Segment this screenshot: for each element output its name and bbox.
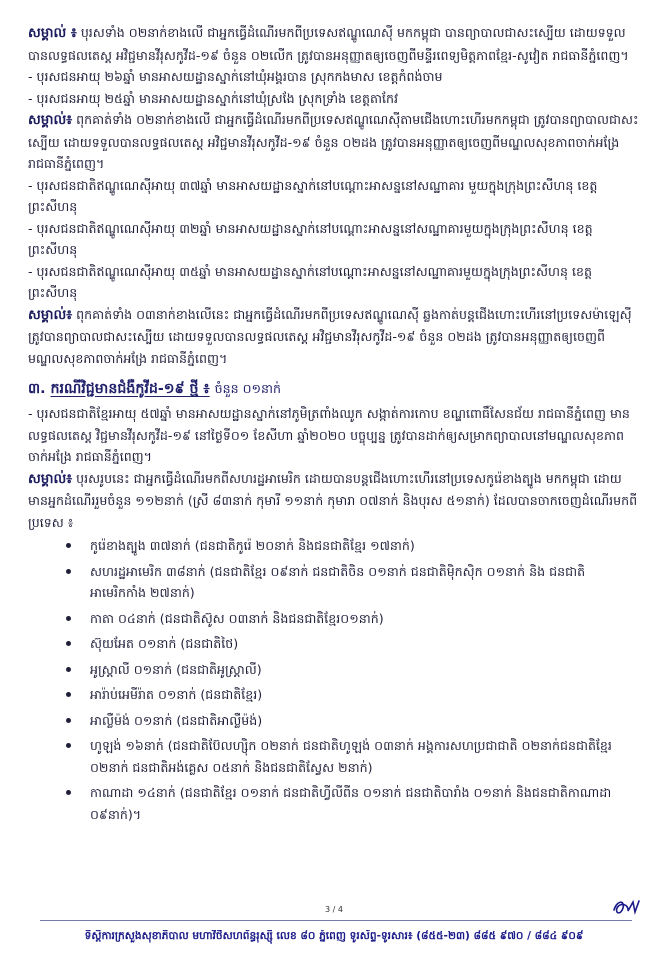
footer-divider — [40, 920, 632, 921]
case-description: - បុរសជនជាតិខ្មែរអាយុ ៥៧ឆ្នាំ មានអាសយដ្ឋានស្នាក់នៅភូមិត្រពាំងឈូក សង្កាត់ការកោប ខណ្ឌពោធិ៍សែនជ័យ រាជធានីភ្នំពេញ មានលទ្ធផលតេស្ត វិជ្ជមានវីរុសកូវីដ-១៩ នៅថ្ងៃទី០១ ខែសីហា ឆ្នាំ២០២០ បច្ចុប្បន្ន ត្រូវបានដាក់ឲ្យសម្រាកព្យាបាលនៅមណ្ឌលសុខភាពចាក់អង្រែ រាជធានីភ្នំពេញ។ — [28, 406, 630, 464]
list-item — [90, 684, 640, 706]
list-item — [90, 710, 640, 732]
patient-line: - បុរសជនអាយុ ២៥ឆ្នាំ មានអាសយដ្ឋានស្នាក់នៅឃុំស្រងែ ស្រុកទ្រាំង ខេត្តតាកែវ — [28, 90, 399, 106]
note-paragraph — [28, 468, 640, 534]
note-paragraph — [28, 22, 640, 66]
bullet-icon — [66, 692, 71, 697]
note-label: សម្គាល់៖ — [28, 471, 73, 487]
list-item — [90, 608, 640, 630]
list-item — [90, 535, 640, 557]
list-item-text: អាល្លឺម៉ង់ ០១នាក់ (ជនជាតិអាល្លឺម៉ង់) — [90, 712, 263, 728]
note-text: បុរសរូបនេះ ជាអ្នកធ្វើដំណើរមកពីសហរដ្ឋអាមេរិក ដោយបានបន្តជើងហោះហើរនៅប្រទេសកូរ៉េខាងត្បូង មកកម្ពុជា ដោយមានអ្នកដំណើររួមចំនួន ១១២នាក់ (ស្រី ៨៣នាក់ កុមារី ១១នាក់ កុមារា ០៧នាក់ និងបុរស ៥១នាក់) ដែលបានចាកចេញដំណើរមកពីប្រទេស ៖ — [28, 470, 638, 530]
list-item-text: កូរ៉េខាងត្បូង ៣៧នាក់ (ជនជាតិកូរ៉េ ២០នាក់ និងជនជាតិខ្មែរ ១៧នាក់) — [90, 538, 415, 553]
patient-line: - បុរសជនជាតិឥណ្ឌូណេស៊ីអាយុ ៣៥ឆ្នាំ មានអាសយដ្ឋានស្នាក់នៅបណ្ដោះអាសន្ននៅសណ្ឋាគារមួយក្នុងក្រុងព្រះសីហនុ ខេត្តព្រះសីហនុ — [28, 263, 592, 300]
list-item — [90, 659, 640, 681]
list-item-text: អូស្ត្រាលី ០១នាក់ (ជនជាតិអូស្ត្រាលី) — [90, 661, 262, 677]
list-item-text: ស៊ុយអែត ០១នាក់ (ជនជាតិថៃ) — [90, 636, 239, 651]
bullet-icon — [66, 667, 71, 672]
list-item — [90, 633, 640, 655]
list-item — [90, 735, 640, 778]
section-heading — [28, 377, 640, 401]
bullet-icon — [66, 569, 71, 574]
note-label: សម្គាល់៖ — [28, 307, 73, 323]
note-text: បុរសទាំង ០២នាក់ខាងលើ ជាអ្នកធ្វើដំណើរមកពីប្រទេសឥណ្ឌូណេស៊ី មកកម្ពុជា បានព្យាបាលជាសះស្បើយ ដោយទទួលបានលទ្ធផលតេស្ត អវិជ្ជមានវីរុសកូវីដ-១៩ ចំនួន ០២លើក ត្រូវបានអនុញ្ញាតឲ្យចេញពីមន្ទីរពេទ្យមិត្តភាពខ្មែរ-សូវៀត រាជធានីភ្នំពេញ។ — [28, 25, 629, 63]
note-label: សម្គាល់ ៖ — [28, 26, 77, 41]
origin-country-list — [28, 535, 640, 825]
note-paragraph — [28, 109, 640, 175]
list-item-text: ហូឡង់ ១៦នាក់ (ជនជាតិប៊ែលហ្ស៊ិក ០២នាក់ ជនជាតិហូឡង់ ០៣នាក់ អង្គការសហប្រជាជាតិ ០២នាក់ជនជាតិខ្មែរ ០២នាក់ ជនជាតិអង់គ្លេស ០៥នាក់ និងជនជាតិស្វែស ២នាក់) — [90, 738, 612, 775]
bullet-icon — [66, 743, 71, 748]
bullet-icon — [66, 543, 71, 548]
footer-address: ទីស្ដីការក្រសួងសុខាភិបាល មហាវិថីសហព័ន្ធរុស្ស៊ី លេខ ៨០ ភ្នំពេញ ទូរស័ព្ទ-ទូរសារ៖ (៨៥៥-២៣) ៨៨៥ ៩៧០ / ៨៨៤ ៩០៩ — [84, 930, 584, 942]
section-title: ករណីវិជ្ជមានជំងឺកូវីដ-១៩ ថ្មី ៖ — [50, 381, 210, 397]
patient-line: - បុរសជនជាតិឥណ្ឌូណេស៊ីអាយុ ៣២ឆ្នាំ មានអាសយដ្ឋានស្នាក់នៅបណ្ដោះអាសន្ននៅសណ្ឋាគារមួយក្នុងក្រុងព្រះសីហនុ ខេត្តព្រះសីហនុ — [28, 220, 593, 257]
note-label: សម្គាល់៖ — [28, 113, 73, 128]
note-paragraph — [28, 304, 640, 370]
list-item-text: កាណាដា ១៤នាក់ (ជនជាតិខ្មែរ ០១នាក់ ជនជាតិហ្វីលីពីន ០១នាក់ ជនជាតិបារាំង ០១នាក់ និងជនជាតិកាណាដា ០៩នាក់)។ — [90, 785, 612, 822]
list-item — [90, 782, 640, 825]
patient-line: - បុរសជនអាយុ ២៦ឆ្នាំ មានអាសយដ្ឋានស្នាក់នៅឃុំអង្គរបាន ស្រុកកងមាស ខេត្តកំពង់ចាម — [28, 69, 443, 84]
bullet-icon — [66, 641, 71, 646]
note-text: ពុកគាត់ទាំង ០២នាក់ខាងលើ ជាអ្នកធ្វើដំណើរមកពីប្រទេសឥណ្ឌូណេស៊ីតាមជើងហោះហើរមកកម្ពុជា ត្រូវបានព្យាបាលជាសះស្បើយ ដោយទទួលបានលទ្ធផលតេស្ត អវិជ្ជមានវីរុសកូវីដ-១៩ ចំនួន ០២ដង ត្រូវបានអនុញ្ញាតឲ្យចេញពីមណ្ឌលសុខភាពចាក់អង្រែ រាជធានីភ្នំពេញ។ — [28, 112, 639, 171]
patient-line: - បុរសជនជាតិឥណ្ឌូណេស៊ីអាយុ ៣៧ឆ្នាំ មានអាសយដ្ឋានស្នាក់នៅបណ្ដោះអាសន្ននៅសណ្ឋាគារ មួយក្នុងក្រុងព្រះសីហនុ ខេត្តព្រះសីហនុ — [28, 177, 598, 214]
list-item — [90, 561, 640, 604]
list-item-text: សហរដ្ឋអាមេរិក ៣៨នាក់ (ជនជាតិខ្មែរ ០៩នាក់ ជនជាតិចិន ០១នាក់ ជនជាតិម៉ិកស៊ិក ០១នាក់ និង ជនជាតិអាមេរិកកាំង ២៧នាក់) — [90, 563, 586, 600]
list-item-text: អារ៉ាប់អេមីរ៉ាត ០១នាក់ (ជនជាតិខ្មែរ) — [90, 687, 263, 702]
bullet-icon — [66, 616, 71, 621]
signature-icon — [611, 896, 641, 918]
list-item-text: កាតា ០៤នាក់ (ជនជាតិស៊ូស ០៣នាក់ និងជនជាតិខ្មែរ០១នាក់) — [90, 610, 384, 626]
page-number: 3 / 4 — [325, 905, 343, 914]
section-count: ចំនួន ០១នាក់ — [214, 381, 282, 396]
bullet-icon — [66, 790, 71, 795]
document-body — [28, 22, 640, 829]
bullet-icon — [66, 718, 71, 723]
section-number: ៣. — [28, 381, 46, 397]
note-text: ពុកគាត់ទាំង ០៣នាក់ខាងលើនេះ ជាអ្នកធ្វើដំណើរមកពីប្រទេសឥណ្ឌូណេស៊ី ឆ្លងកាត់បន្តជើងហោះហើរនៅប្រទេសម៉ាឡេស៊ី ត្រូវបានព្យាបាលជាសះស្បើយ ដោយទទួលបានលទ្ធផលតេស្ត អវិជ្ជមានវីរុសកូវីដ-១៩ ចំនួន ០២ដង ត្រូវបានអនុញ្ញាតឲ្យចេញពីមណ្ឌលសុខភាពចាក់អង្រែ រាជធានីភ្នំពេញ។ — [28, 306, 632, 366]
